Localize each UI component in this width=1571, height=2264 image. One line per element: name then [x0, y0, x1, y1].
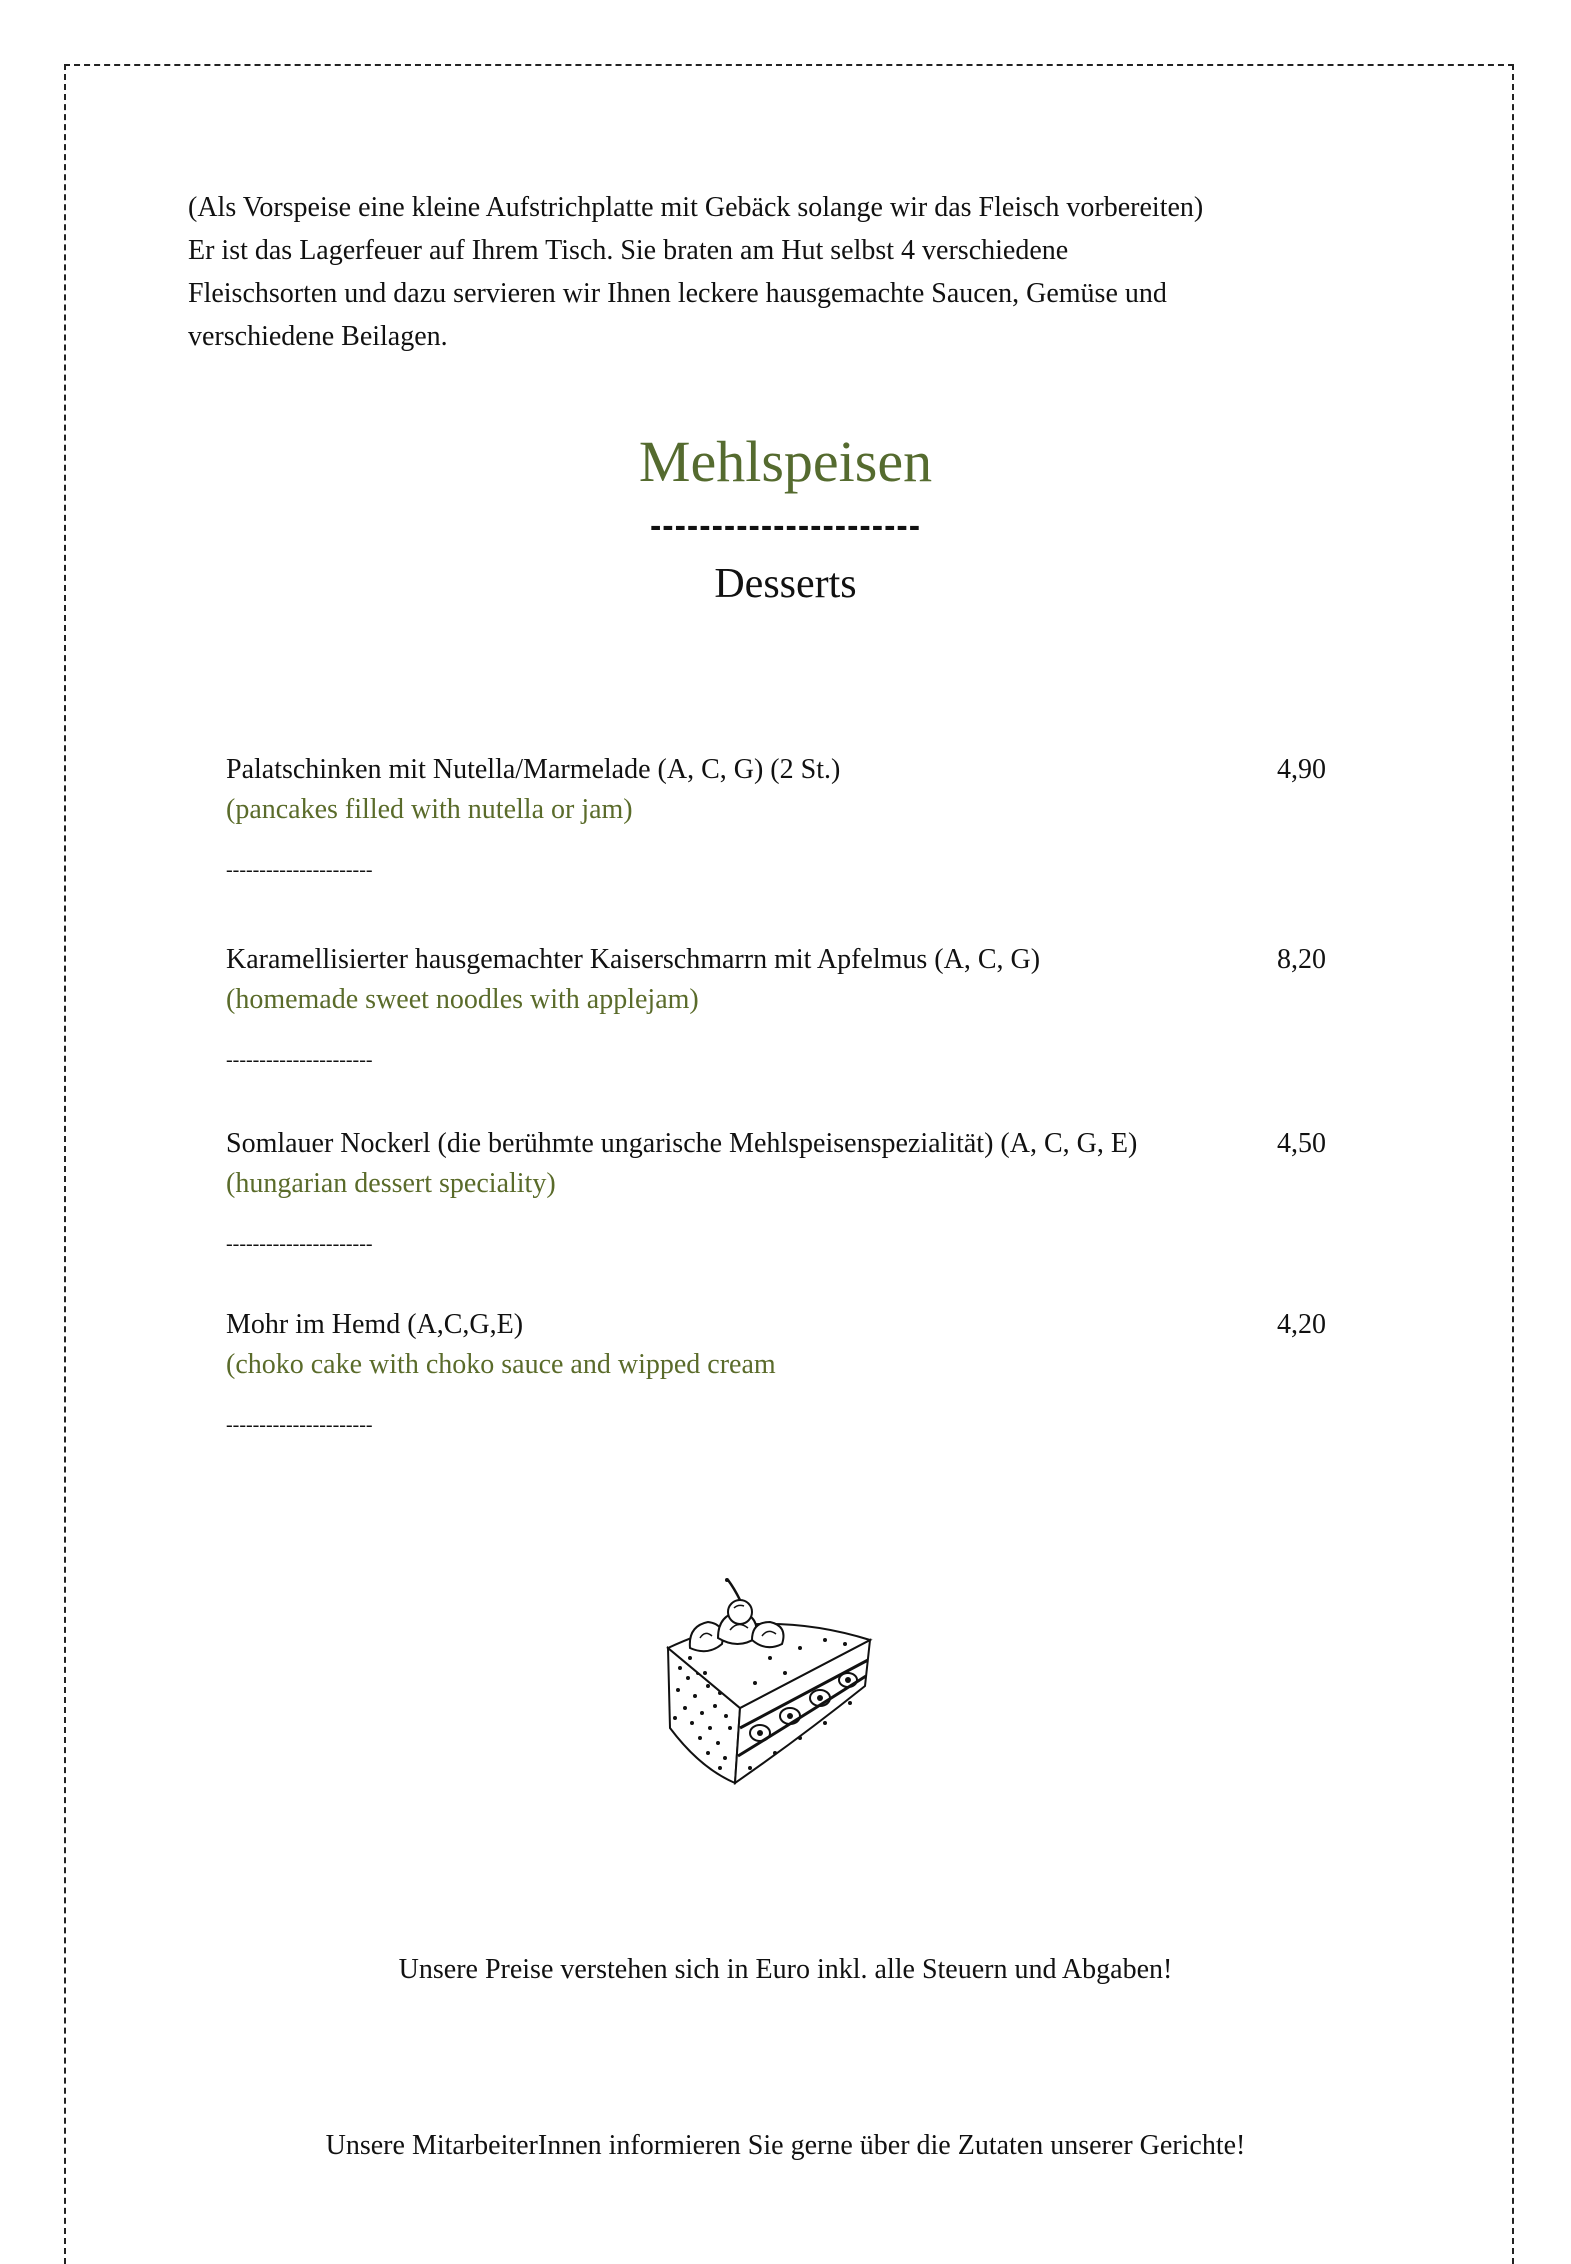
staff-note-text: Unsere MitarbeiterInnen informieren Sie gerne über die Zutaten unserer Gerichte! [325, 2130, 1246, 2161]
menu-item-name: Karamellisierter hausgemachter Kaiserschmarrn mit Apfelmus (A, C, G) [226, 944, 1041, 975]
section-title: Mehlspeisen [638, 429, 933, 494]
menu-item-price: 4,50 [1277, 1128, 1326, 1159]
menu-item-name: Mohr im Hemd (A,C,G,E) [226, 1309, 524, 1340]
menu-item-name: Somlauer Nockerl (die berühmte ungarische Mehlspeisenspezialität) (A, C, G, E) [226, 1128, 1138, 1159]
menu-item-description: (choko cake with choko sauce and wipped cream [226, 1349, 776, 1380]
menu-item [226, 750, 1326, 880]
cake-slice-icon [660, 1578, 880, 1788]
menu-item-description: (pancakes filled with nutella or jam) [226, 794, 633, 825]
menu-item-separator: ---------------------- [226, 1049, 373, 1071]
section-divider: ---------------------- [649, 507, 922, 545]
menu-item-separator: ---------------------- [226, 1414, 373, 1436]
menu-item-description: (homemade sweet noodles with applejam) [226, 984, 699, 1015]
section-subtitle: Desserts [714, 561, 857, 607]
intro-line: (Als Vorspeise eine kleine Aufstrichplatte mit Gebäck solange wir das Fleisch vorbereiten) [188, 192, 1204, 223]
intro-line: verschiedene Beilagen. [188, 321, 448, 352]
intro-line: Fleischsorten und dazu servieren wir Ihnen leckere hausgemachte Saucen, Gemüse und [188, 278, 1167, 309]
intro-paragraph [188, 186, 1338, 358]
menu-item-row [226, 1124, 1326, 1164]
menu-item-row [226, 940, 1326, 980]
menu-item [226, 1305, 1326, 1435]
menu-item-description: (hungarian dessert speciality) [226, 1168, 556, 1199]
menu-item-separator: ---------------------- [226, 1233, 373, 1255]
menu-item-separator: ---------------------- [226, 859, 373, 881]
menu-item [226, 940, 1326, 1070]
staff-note [0, 2126, 1571, 2161]
menu-item-price: 4,90 [1277, 754, 1326, 785]
menu-item-price: 4,20 [1277, 1309, 1326, 1340]
intro-line: Er ist das Lagerfeuer auf Ihrem Tisch. Sie braten am Hut selbst 4 verschiedene [188, 235, 1069, 266]
prices-note: Unsere Preise verstehen sich in Euro inkl. alle Steuern und Abgaben! [398, 1954, 1173, 1985]
menu-item [226, 1124, 1326, 1254]
menu-item-row [226, 1305, 1326, 1345]
menu-item-row [226, 750, 1326, 790]
menu-item-name: Palatschinken mit Nutella/Marmelade (A, C, G) (2 St.) [226, 754, 841, 785]
menu-item-price: 8,20 [1277, 944, 1326, 975]
